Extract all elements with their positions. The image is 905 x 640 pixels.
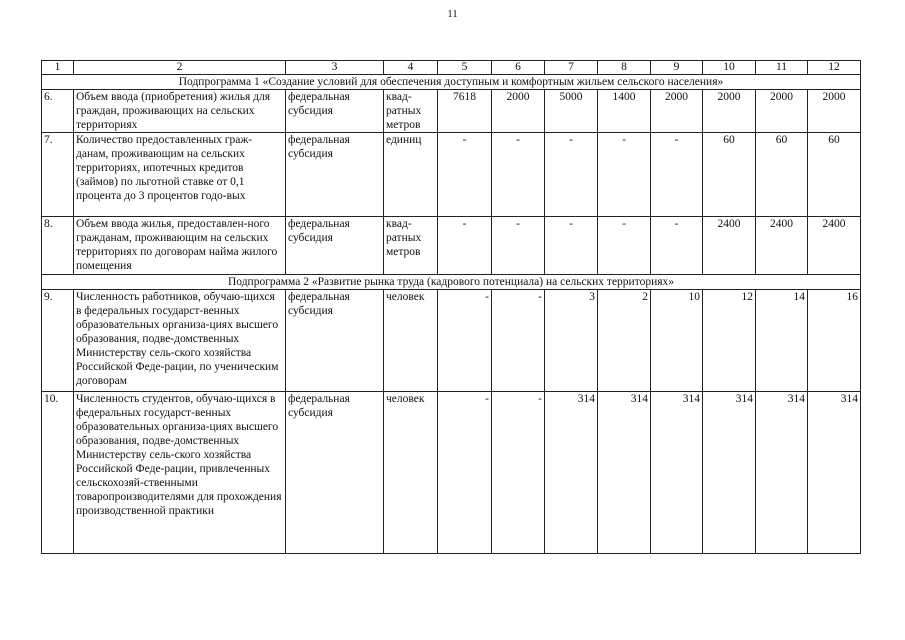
value-cell: 12 (703, 290, 756, 392)
value-cell: 5000 (545, 90, 598, 133)
indicator-name: Объем ввода (приобретения) жилья для граждан, проживающих на сельских территориях (74, 90, 286, 133)
section-title: Подпрограмма 2 «Развитие рынка труда (кадрового потенциала) на сельских территориях» (42, 275, 861, 290)
column-header: 3 (286, 61, 384, 75)
row-number: 9. (42, 290, 74, 392)
value-cell: 314 (756, 392, 808, 554)
value-cell: 314 (598, 392, 651, 554)
table-row (42, 133, 861, 217)
column-header: 2 (74, 61, 286, 75)
value-cell: - (651, 133, 703, 217)
value-cell: - (598, 217, 651, 275)
value-cell: 60 (756, 133, 808, 217)
value-cell: 2000 (808, 90, 861, 133)
column-header: 5 (438, 61, 492, 75)
column-header: 6 (492, 61, 545, 75)
row-number: 7. (42, 133, 74, 217)
value-cell: 16 (808, 290, 861, 392)
funding-source: федеральная субсидия (286, 290, 384, 392)
indicators-table (41, 60, 861, 554)
value-cell: 2000 (756, 90, 808, 133)
value-cell: - (492, 133, 545, 217)
column-header: 10 (703, 61, 756, 75)
value-cell: 3 (545, 290, 598, 392)
value-cell: 1400 (598, 90, 651, 133)
column-header: 9 (651, 61, 703, 75)
column-header-row (42, 61, 861, 75)
column-header: 7 (545, 61, 598, 75)
column-header: 8 (598, 61, 651, 75)
table-row (42, 290, 861, 392)
section-header-row (42, 275, 861, 290)
value-cell: 2400 (756, 217, 808, 275)
unit: человек (384, 290, 438, 392)
unit: квад-ратных метров (384, 90, 438, 133)
value-cell: - (492, 392, 545, 554)
value-cell: - (545, 217, 598, 275)
column-header: 11 (756, 61, 808, 75)
funding-source: федеральная субсидия (286, 90, 384, 133)
section-header-row (42, 75, 861, 90)
indicator-name: Количество предоставленных граж-данам, проживающим на сельских территориях, ипотечных кредитов (займов) по льготной ставке от 0,1 процента до 3 процентов годо-вых (74, 133, 286, 217)
column-header: 1 (42, 61, 74, 75)
value-cell: 60 (703, 133, 756, 217)
value-cell: 314 (703, 392, 756, 554)
value-cell: 14 (756, 290, 808, 392)
funding-source: федеральная субсидия (286, 133, 384, 217)
unit: человек (384, 392, 438, 554)
value-cell: - (492, 290, 545, 392)
value-cell: - (545, 133, 598, 217)
unit: единиц (384, 133, 438, 217)
value-cell: 314 (651, 392, 703, 554)
page-number: 11 (447, 8, 458, 20)
indicator-name: Численность работников, обучаю-щихся в федеральных государст-венных образовательных организа-циях высшего образования, подве-домственных Министерству сель-ского хозяйства Российской Феде-рации, по ученическим договорам (74, 290, 286, 392)
value-cell: - (598, 133, 651, 217)
value-cell: - (492, 217, 545, 275)
table-row (42, 392, 861, 554)
value-cell: - (438, 290, 492, 392)
column-header: 4 (384, 61, 438, 75)
value-cell: 7618 (438, 90, 492, 133)
value-cell: - (438, 392, 492, 554)
funding-source: федеральная субсидия (286, 392, 384, 554)
value-cell: 314 (808, 392, 861, 554)
value-cell: - (438, 217, 492, 275)
row-number: 8. (42, 217, 74, 275)
indicator-name: Численность студентов, обучаю-щихся в федеральных государст-венных образовательных организа-циях высшего образования, подве-домственных Министерству сель-ского хозяйства Российской Феде-рации, привлеченных сельскохозяй-ственными товаропроизводителями для прохождения производственной практики (74, 392, 286, 554)
table-row (42, 90, 861, 133)
value-cell: 10 (651, 290, 703, 392)
row-number: 10. (42, 392, 74, 554)
value-cell: 2000 (492, 90, 545, 133)
value-cell: - (651, 217, 703, 275)
funding-source: федеральная субсидия (286, 217, 384, 275)
table-row (42, 217, 861, 275)
value-cell: 2400 (703, 217, 756, 275)
column-header: 12 (808, 61, 861, 75)
section-title: Подпрограмма 1 «Создание условий для обеспечения доступным и комфортным жильем сельского населения» (42, 75, 861, 90)
value-cell: 2 (598, 290, 651, 392)
value-cell: - (438, 133, 492, 217)
value-cell: 2400 (808, 217, 861, 275)
value-cell: 314 (545, 392, 598, 554)
row-number: 6. (42, 90, 74, 133)
value-cell: 2000 (703, 90, 756, 133)
value-cell: 2000 (651, 90, 703, 133)
value-cell: 60 (808, 133, 861, 217)
indicator-name: Объем ввода жилья, предоставлен-ного гражданам, проживающим на сельских территориях по договорам найма жилого помещения (74, 217, 286, 275)
unit: квад-ратных метров (384, 217, 438, 275)
